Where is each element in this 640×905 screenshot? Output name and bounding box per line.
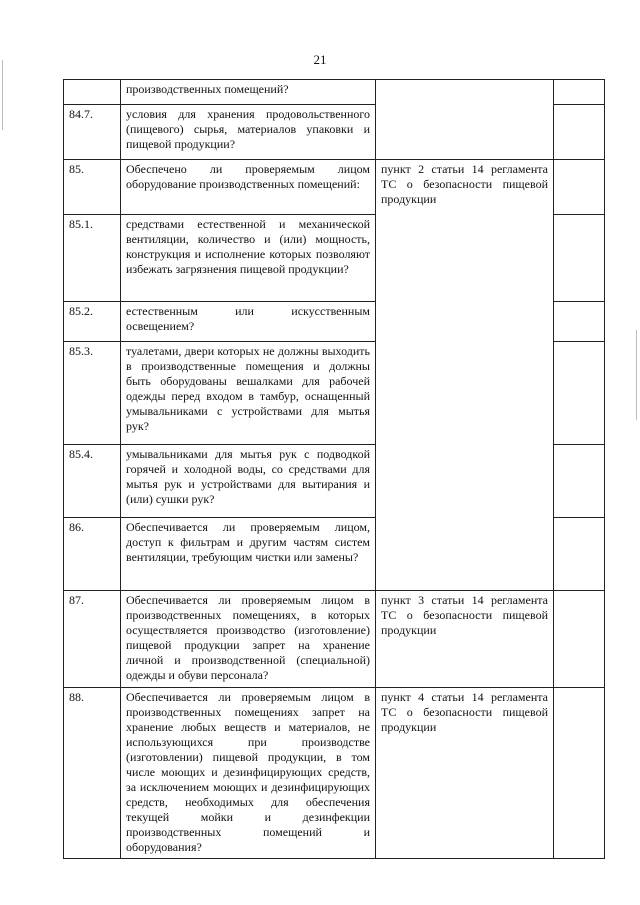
requirement-text: туалетами, двери которых не должны выходить в производственные помещения и должны быть оборудованы вешалками для рабочей одежды перед входом в тамбур, оснащенный умывальниками с устройствами для мытья рук? xyxy=(121,342,376,445)
requirement-text: Обеспечивается ли проверяемым лицом в производственных помещениях, в которых осуществляется производство (изготовление) пищевой продукции запрет на хранение личной и производственной (специальной) одежды и обуви персонала? xyxy=(121,591,376,688)
scan-edge-left xyxy=(2,60,3,130)
legal-reference: пункт 2 статьи 14 регламента ТС о безопасности пищевой продукции xyxy=(376,160,554,215)
requirement-text: Обеспечивается ли проверяемым лицом в производственных помещениях запрет на хранение любых веществ и материалов, не использующихся при производстве (изготовлении) пищевой продукции, в том числе моющих и дезинфицирующих средств, за исключением моющих и дезинфицирующих средств, необходимых для обеспечения текущей мойки и дезинфекции производственных помещений и оборудования? xyxy=(121,688,376,859)
answer-cell[interactable] xyxy=(554,445,605,518)
item-number: 87. xyxy=(64,591,121,688)
item-number: 88. xyxy=(64,688,121,859)
table-row xyxy=(64,215,605,302)
item-number: 84.7. xyxy=(64,105,121,160)
item-number: 85. xyxy=(64,160,121,215)
requirement-text: производственных помещений? xyxy=(121,80,376,105)
item-number: 85.1. xyxy=(64,215,121,302)
table-row xyxy=(64,105,605,160)
legal-reference xyxy=(376,445,554,518)
requirement-text: Обеспечено ли проверяемым лицом оборудование производственных помещений: xyxy=(121,160,376,215)
page-number: 21 xyxy=(313,52,327,67)
legal-reference: пункт 4 статьи 14 регламента ТС о безопасности пищевой продукции xyxy=(376,688,554,859)
table-row xyxy=(64,80,605,105)
legal-reference xyxy=(376,302,554,342)
scan-edge-right xyxy=(636,330,637,420)
legal-reference: пункт 3 статьи 14 регламента ТС о безопасности пищевой продукции xyxy=(376,591,554,688)
requirement-text: Обеспечивается ли проверяемым лицом, доступ к фильтрам и другим частям систем вентиляции, требующим чистки или замены? xyxy=(121,518,376,591)
answer-cell[interactable] xyxy=(554,591,605,688)
legal-reference xyxy=(376,518,554,591)
requirement-text: естественным или искусственным освещением? xyxy=(121,302,376,342)
answer-cell[interactable] xyxy=(554,105,605,160)
answer-cell[interactable] xyxy=(554,160,605,215)
requirement-text: условия для хранения продовольственного (пищевого) сырья, материалов упаковки и пищевой продукции? xyxy=(121,105,376,160)
requirement-text: средствами естественной и механической вентиляции, количество и (или) мощность, конструкция и исполнение которых позволяют избежать загрязнения пищевой продукции? xyxy=(121,215,376,302)
answer-cell[interactable] xyxy=(554,688,605,859)
table-row xyxy=(64,445,605,518)
item-number: 85.4. xyxy=(64,445,121,518)
table-row xyxy=(64,342,605,445)
item-number: 86. xyxy=(64,518,121,591)
table-row xyxy=(64,302,605,342)
legal-reference xyxy=(376,342,554,445)
legal-reference xyxy=(376,215,554,302)
table-row xyxy=(64,688,605,859)
requirements-table xyxy=(63,79,605,859)
answer-cell[interactable] xyxy=(554,302,605,342)
requirement-text: умывальниками для мытья рук с подводкой горячей и холодной воды, со средствами для мытья рук и устройствами для вытирания и (или) сушки рук? xyxy=(121,445,376,518)
item-number: 85.2. xyxy=(64,302,121,342)
legal-reference xyxy=(376,80,554,105)
answer-cell[interactable] xyxy=(554,518,605,591)
legal-reference xyxy=(376,105,554,160)
table-row xyxy=(64,591,605,688)
answer-cell[interactable] xyxy=(554,342,605,445)
table-row xyxy=(64,518,605,591)
item-number: 85.3. xyxy=(64,342,121,445)
item-number xyxy=(64,80,121,105)
table-row xyxy=(64,160,605,215)
answer-cell[interactable] xyxy=(554,215,605,302)
answer-cell[interactable] xyxy=(554,80,605,105)
